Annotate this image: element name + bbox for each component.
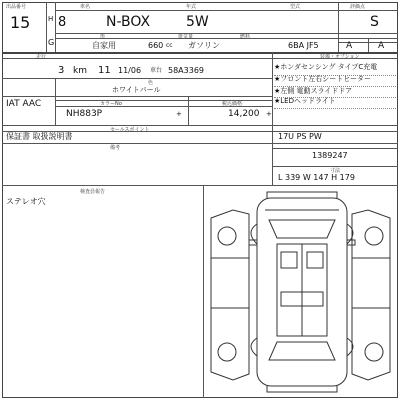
model-year: 8 <box>58 15 67 30</box>
stock-header: 備考 <box>110 145 121 151</box>
divider <box>272 125 273 185</box>
divider <box>55 10 398 11</box>
inspector-header: 検査員報告 <box>80 189 106 195</box>
inspection-month: 11 <box>98 65 111 76</box>
color-code-header: カラーNo <box>100 101 122 107</box>
chassis-number: 58A3369 <box>168 66 205 75</box>
inspection-date: 11/06 <box>118 66 142 75</box>
options-header: 装備・オプション <box>320 54 360 60</box>
divider <box>368 38 369 52</box>
color-header: 色 <box>148 80 154 86</box>
use-type: 自家用 <box>92 41 116 50</box>
model-code: 6BA JF5 <box>288 41 319 50</box>
divider <box>188 96 189 125</box>
transmission: IAT AAC <box>6 99 42 109</box>
stock-number: 1389247 <box>312 151 348 160</box>
divider <box>2 143 398 144</box>
interior-grade: A <box>346 41 353 51</box>
auction-score: S <box>370 14 379 30</box>
divider <box>55 33 398 34</box>
name-header: 車名 <box>80 4 91 10</box>
divider <box>272 148 398 149</box>
option-line: ★LEDヘッドライト <box>274 97 336 105</box>
mileage-value: 3 <box>58 65 65 76</box>
notes-text: 保証書 取扱説明書 <box>6 132 73 141</box>
divider <box>272 52 273 125</box>
divider <box>203 185 204 398</box>
divider <box>55 78 56 125</box>
divider <box>2 185 398 186</box>
year-prefix: H <box>48 15 54 23</box>
lot-number: 15 <box>10 13 31 32</box>
type-header: 型式 <box>290 4 301 10</box>
notes-header: セールスポイント <box>110 127 150 133</box>
sub-header: 形 <box>100 34 106 40</box>
price-plus: + <box>266 110 272 118</box>
chassis-label: 車台 <box>150 67 163 74</box>
fuel-type: ガソリン <box>188 41 220 50</box>
price-value: 14,200 <box>228 109 260 119</box>
mileage-unit: km <box>73 66 87 76</box>
car-diagram <box>205 188 396 396</box>
lot-header: 出品番号 <box>6 4 27 10</box>
dims-header: 寸法 <box>330 168 341 174</box>
model-grade: 5W <box>186 14 209 30</box>
body-color: ホワイトパール <box>112 86 161 94</box>
exterior-grade: A <box>378 41 385 51</box>
dimensions: L 339 W 147 H 179 <box>278 173 355 182</box>
price-suffix: + <box>176 110 182 118</box>
equipment-text: 17U PS PW <box>278 132 322 141</box>
car-outline-icon <box>205 188 396 396</box>
mileage-header: 走行 <box>36 54 47 60</box>
divider <box>46 2 47 52</box>
divider <box>2 78 272 79</box>
divider <box>55 38 398 39</box>
option-line: ★ホンダセンシング タイプC充電 <box>274 63 378 71</box>
displacement-unit: cc <box>166 42 173 49</box>
model-name: N-BOX <box>106 14 151 30</box>
color-code: NH883P <box>66 109 103 119</box>
sub-header-2: 排気量 <box>178 34 194 40</box>
displacement: 660 <box>148 41 164 50</box>
divider <box>2 96 272 97</box>
sub-header-3: 燃料 <box>240 34 251 40</box>
price-header: 税込価格 <box>222 101 243 107</box>
inspector-remark: ステレオ穴 <box>6 197 46 206</box>
option-line: ★フロント左右シートヒーター <box>274 75 371 83</box>
divider <box>2 125 398 126</box>
name-header-2: 年式 <box>186 4 197 10</box>
score-header: 評価点 <box>350 4 366 10</box>
option-line: ★左側 電動スライドドア <box>274 87 353 95</box>
year-sub: G <box>48 38 55 47</box>
divider <box>274 108 396 109</box>
